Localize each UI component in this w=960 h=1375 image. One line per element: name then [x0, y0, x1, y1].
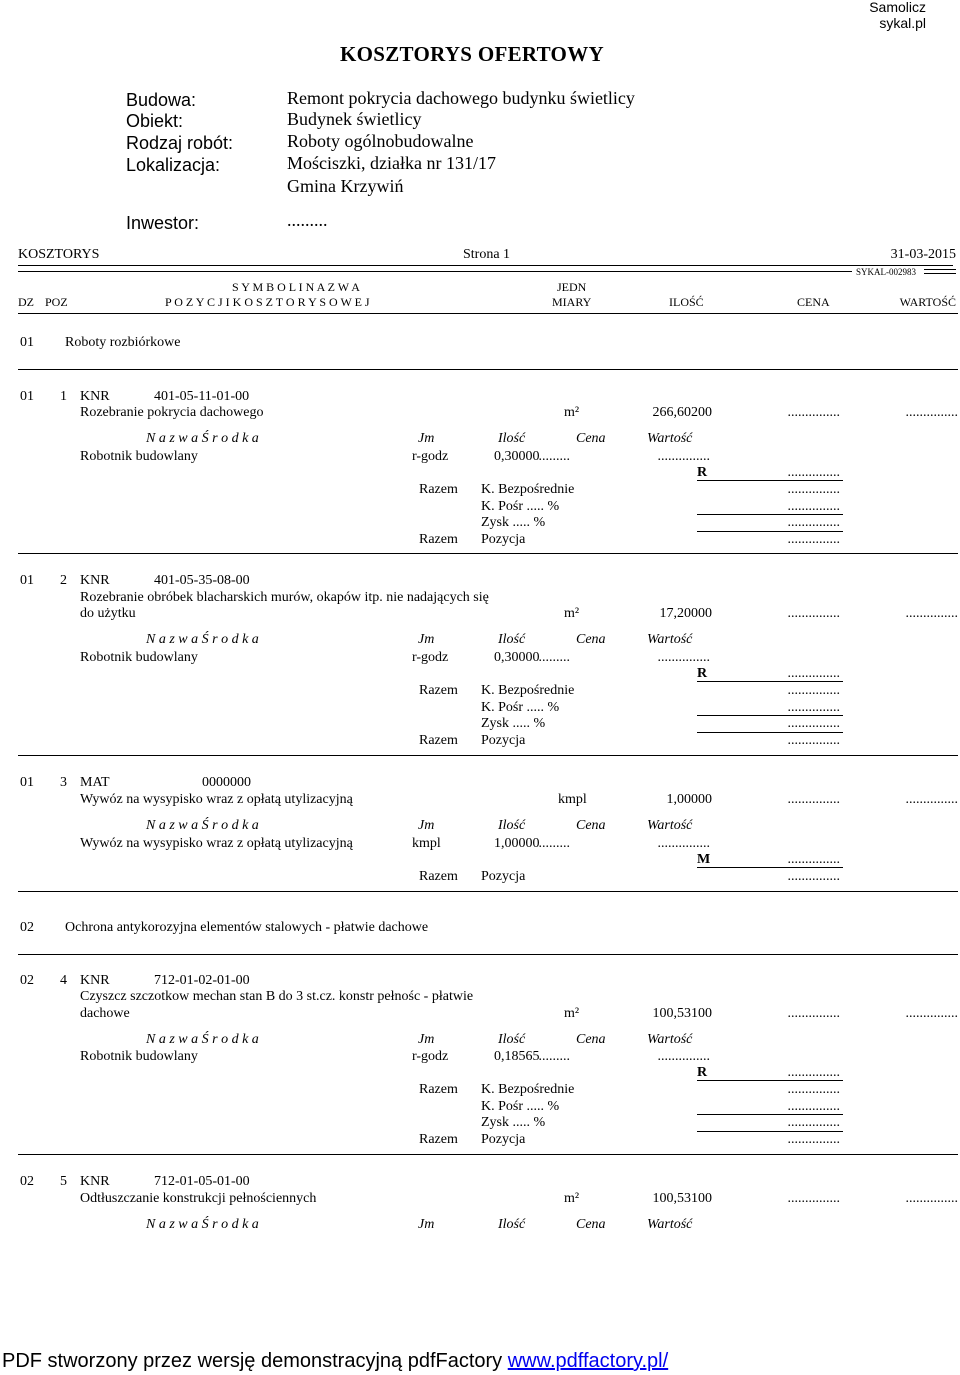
k-bezposrednie-value: ...............	[787, 683, 840, 698]
resources-header-wartosc: Wartość	[647, 632, 693, 647]
section-rule	[18, 954, 958, 955]
k-bezposrednie-label: K. Bezpośrednie	[481, 683, 575, 698]
position-quantity: 100,53100	[652, 1006, 712, 1021]
section-name: Ochrona antykorozyjna elementów stalowych - płatwie dachowe	[65, 920, 429, 935]
position-dz: 02	[20, 973, 34, 988]
rodzaj-label: Rodzaj robót:	[126, 133, 234, 153]
position-number: 4	[60, 973, 67, 988]
resources-header-ilosc: Ilość	[498, 818, 526, 833]
k-posr-label: K. Pośr ..... %	[481, 499, 560, 514]
col-header-poz: POZ	[45, 295, 68, 309]
col-header-pozycji: P O Z Y C J I K O S Z T O R Y S O W E J	[165, 295, 370, 309]
k-posr-label: K. Pośr ..... %	[481, 1099, 560, 1114]
position-code: 401-05-11-01-00	[154, 389, 250, 404]
position-price: ...............	[787, 1191, 840, 1206]
resources-header-jm: Jm	[418, 632, 435, 647]
position-price: ...............	[787, 405, 840, 420]
resource-name: Robotnik budowlany	[80, 650, 198, 665]
resources-header-name: N a z w a Ś r o d k a	[146, 1032, 259, 1047]
k-bezposrednie-label: K. Bezpośrednie	[481, 1082, 575, 1097]
position-rule	[18, 755, 958, 756]
razem-pozycja-label: Razem	[419, 869, 458, 884]
razem-pozycja-label: Razem	[419, 532, 458, 547]
k-bezposrednie-value: ...............	[787, 482, 840, 497]
pozycja-value: ...............	[787, 532, 840, 547]
resource-name: Robotnik budowlany	[80, 449, 198, 464]
position-unit: m²	[564, 1006, 580, 1021]
resource-quantity: 0,30000	[494, 449, 540, 464]
resources-header-name: N a z w a Ś r o d k a	[146, 632, 259, 647]
resources-header-jm: Jm	[418, 818, 435, 833]
position-code: 712-01-02-01-00	[154, 973, 250, 988]
zysk-value: ...............	[787, 716, 840, 731]
k-bezposrednie-value: ...............	[787, 1082, 840, 1097]
resource-value: ...............	[657, 449, 710, 464]
position-number: 3	[60, 775, 67, 790]
position-number: 1	[60, 389, 67, 404]
resources-header-ilosc: Ilość	[498, 1217, 526, 1232]
obiekt-label: Obiekt:	[126, 111, 184, 131]
resources-header-cena: Cena	[576, 1217, 606, 1232]
m-total-value: ...............	[787, 852, 840, 867]
position-base: KNR	[80, 389, 110, 404]
section-dz: 01	[20, 335, 34, 350]
position-price: ...............	[787, 792, 840, 807]
section-name: Roboty rozbiórkowe	[65, 335, 181, 350]
resource-price: .........	[538, 1049, 570, 1064]
rodzaj-value: Roboty ogólnobudowalne	[287, 131, 474, 151]
k-posr-value: ...............	[787, 1099, 840, 1114]
zysk-label: Zysk ..... %	[481, 1115, 546, 1130]
position-base: MAT	[80, 775, 110, 790]
resource-unit: r-godz	[412, 650, 449, 665]
budowa-value: Remont pokrycia dachowego budynku świetlicy	[287, 88, 635, 108]
resources-header-name: N a z w a Ś r o d k a	[146, 1217, 259, 1232]
obiekt-value: Budynek świetlicy	[287, 109, 422, 129]
razem-pozycja-label: Razem	[419, 733, 458, 748]
section-rule	[18, 369, 958, 370]
position-code: 0000000	[202, 775, 251, 790]
lokalizacja-value-1: Mościszki, działka nr 131/17	[287, 153, 496, 173]
pozycja-value: ...............	[787, 733, 840, 748]
r-total-label: R	[697, 666, 708, 681]
position-description-2: do użytku	[80, 606, 136, 621]
position-quantity: 17,20000	[659, 606, 712, 621]
footer-text: PDF stworzony przez wersję demonstracyjną pdfFactory	[2, 1350, 508, 1372]
resources-header-name: N a z w a Ś r o d k a	[146, 818, 259, 833]
resources-header-wartosc: Wartość	[647, 818, 693, 833]
resource-quantity: 0,18565	[494, 1049, 540, 1064]
position-number: 5	[60, 1174, 67, 1189]
corner-author: Samolicz	[869, 0, 926, 15]
column-header-rule	[18, 313, 958, 314]
budowa-label: Budowa:	[126, 90, 197, 110]
position-base: KNR	[80, 573, 110, 588]
resources-header-cena: Cena	[576, 632, 606, 647]
resource-value: ...............	[657, 836, 710, 851]
resources-header-jm: Jm	[418, 431, 435, 446]
r-total-value: ...............	[787, 1065, 840, 1080]
razem-label: Razem	[419, 683, 458, 698]
razem-label: Razem	[419, 482, 458, 497]
col-header-miary: MIARY	[552, 295, 592, 309]
zysk-value: ...............	[787, 515, 840, 530]
resources-header-wartosc: Wartość	[647, 1217, 693, 1232]
position-unit: m²	[564, 606, 580, 621]
position-code: 712-01-05-01-00	[154, 1174, 250, 1189]
position-rule	[18, 553, 958, 554]
col-header-dz: DZ	[18, 295, 34, 309]
resources-header-wartosc: Wartość	[647, 431, 693, 446]
position-dz: 01	[20, 775, 34, 790]
k-posr-value: ...............	[787, 499, 840, 514]
razem-label: Razem	[419, 1082, 458, 1097]
pozycja-value: ...............	[787, 869, 840, 884]
position-dz: 01	[20, 389, 34, 404]
position-quantity: 1,00000	[666, 792, 712, 807]
m-total-label: M	[697, 852, 711, 867]
col-header-cena: CENA	[797, 295, 830, 309]
resource-price: .........	[538, 449, 570, 464]
resource-name: Wywóz na wysypisko wraz z opłatą utylizacyjną	[80, 836, 353, 851]
kosztorys-label: KOSZTORYS	[18, 247, 100, 262]
zysk-label: Zysk ..... %	[481, 716, 546, 731]
r-total-value: ...............	[787, 666, 840, 681]
position-dz: 02	[20, 1174, 34, 1189]
resource-price: .........	[538, 650, 570, 665]
k-posr-label: K. Pośr ..... %	[481, 700, 560, 715]
position-base: KNR	[80, 1174, 110, 1189]
resource-unit: r-godz	[412, 1049, 449, 1064]
corner-site: sykal.pl	[879, 15, 926, 31]
resource-quantity: 0,30000	[494, 650, 540, 665]
zysk-label: Zysk ..... %	[481, 515, 546, 530]
position-description: Rozebranie pokrycia dachowego	[80, 405, 264, 420]
position-value: ...............	[905, 1006, 958, 1021]
position-value: ...............	[905, 606, 958, 621]
position-price: ...............	[787, 606, 840, 621]
inwestor-value: .........	[287, 210, 328, 230]
position-value: ...............	[905, 792, 958, 807]
position-description: Odtłuszczanie konstrukcji pełnościennych	[80, 1191, 317, 1206]
position-price: ...............	[787, 1006, 840, 1021]
footer-link[interactable]: www.pdffactory.pl/	[507, 1350, 669, 1372]
position-description: Wywóz na wysypisko wraz z opłatą utylizacyjną	[80, 792, 353, 807]
resource-name: Robotnik budowlany	[80, 1049, 198, 1064]
position-value: ...............	[905, 1191, 958, 1206]
resource-unit: r-godz	[412, 449, 449, 464]
resources-header-ilosc: Ilość	[498, 431, 526, 446]
position-base: KNR	[80, 973, 110, 988]
resources-header-ilosc: Ilość	[498, 1032, 526, 1047]
position-description: Czyszcz szczotkow mechan stan B do 3 st.cz. konstr pełnośc - płatwie	[80, 989, 474, 1004]
lokalizacja-value-2: Gmina Krzywiń	[287, 176, 404, 196]
col-header-wartosc: WARTOŚĆ	[899, 295, 956, 309]
position-dz: 01	[20, 573, 34, 588]
position-rule	[18, 891, 958, 892]
resources-header-cena: Cena	[576, 1032, 606, 1047]
resource-unit: kmpl	[412, 836, 441, 851]
zysk-value: ...............	[787, 1115, 840, 1130]
resource-quantity: 1,00000	[494, 836, 540, 851]
razem-pozycja-label: Razem	[419, 1132, 458, 1147]
pozycja-label: Pozycja	[481, 733, 526, 748]
section-dz: 02	[20, 920, 34, 935]
col-header-symbol: S Y M B O L I N A Z W A	[232, 280, 360, 294]
position-quantity: 100,53100	[652, 1191, 712, 1206]
header-rule	[18, 265, 953, 266]
position-description: Rozebranie obróbek blacharskich murów, okapów itp. nie nadających się	[80, 590, 489, 605]
position-quantity: 266,60200	[652, 405, 712, 420]
r-total-label: R	[697, 465, 708, 480]
resource-value: ...............	[657, 650, 710, 665]
r-total-rule	[697, 681, 843, 682]
position-code: 401-05-35-08-00	[154, 573, 250, 588]
resources-header-jm: Jm	[418, 1217, 435, 1232]
k-bezposrednie-label: K. Bezpośrednie	[481, 482, 575, 497]
r-total-rule	[697, 480, 843, 481]
resources-header-cena: Cena	[576, 818, 606, 833]
r-total-rule	[697, 1080, 843, 1081]
position-unit: m²	[564, 405, 580, 420]
page-title: KOSZTORYS OFERTOWY	[340, 42, 604, 66]
m-total-rule	[697, 867, 843, 868]
document-date: 31-03-2015	[890, 247, 956, 262]
position-number: 2	[60, 573, 67, 588]
col-header-jedn: JEDN	[557, 280, 587, 294]
inwestor-label: Inwestor:	[126, 213, 200, 233]
r-total-value: ...............	[787, 465, 840, 480]
pozycja-label: Pozycja	[481, 1132, 526, 1147]
position-unit: kmpl	[558, 792, 587, 807]
footer-banner	[2, 1351, 668, 1371]
resources-header-cena: Cena	[576, 431, 606, 446]
lokalizacja-label: Lokalizacja:	[126, 155, 221, 175]
position-description-2: dachowe	[80, 1006, 130, 1021]
code-rule-left	[18, 271, 852, 272]
resources-header-jm: Jm	[418, 1032, 435, 1047]
resources-header-wartosc: Wartość	[647, 1032, 693, 1047]
code-rule-right-1	[924, 269, 956, 270]
pozycja-label: Pozycja	[481, 869, 526, 884]
position-unit: m²	[564, 1191, 580, 1206]
pozycja-label: Pozycja	[481, 532, 526, 547]
position-value: ...............	[905, 405, 958, 420]
position-rule	[18, 1154, 958, 1155]
r-total-label: R	[697, 1065, 708, 1080]
resource-value: ...............	[657, 1049, 710, 1064]
k-posr-value: ...............	[787, 700, 840, 715]
pozycja-value: ...............	[787, 1132, 840, 1147]
resource-price: .........	[538, 836, 570, 851]
resources-header-ilosc: Ilość	[498, 632, 526, 647]
page-number: Strona 1	[463, 247, 511, 262]
resources-header-name: N a z w a Ś r o d k a	[146, 431, 259, 446]
document-code: SYKAL-002983	[856, 267, 916, 277]
code-rule-right-2	[924, 273, 956, 274]
col-header-ilosc: ILOŚĆ	[669, 295, 704, 309]
